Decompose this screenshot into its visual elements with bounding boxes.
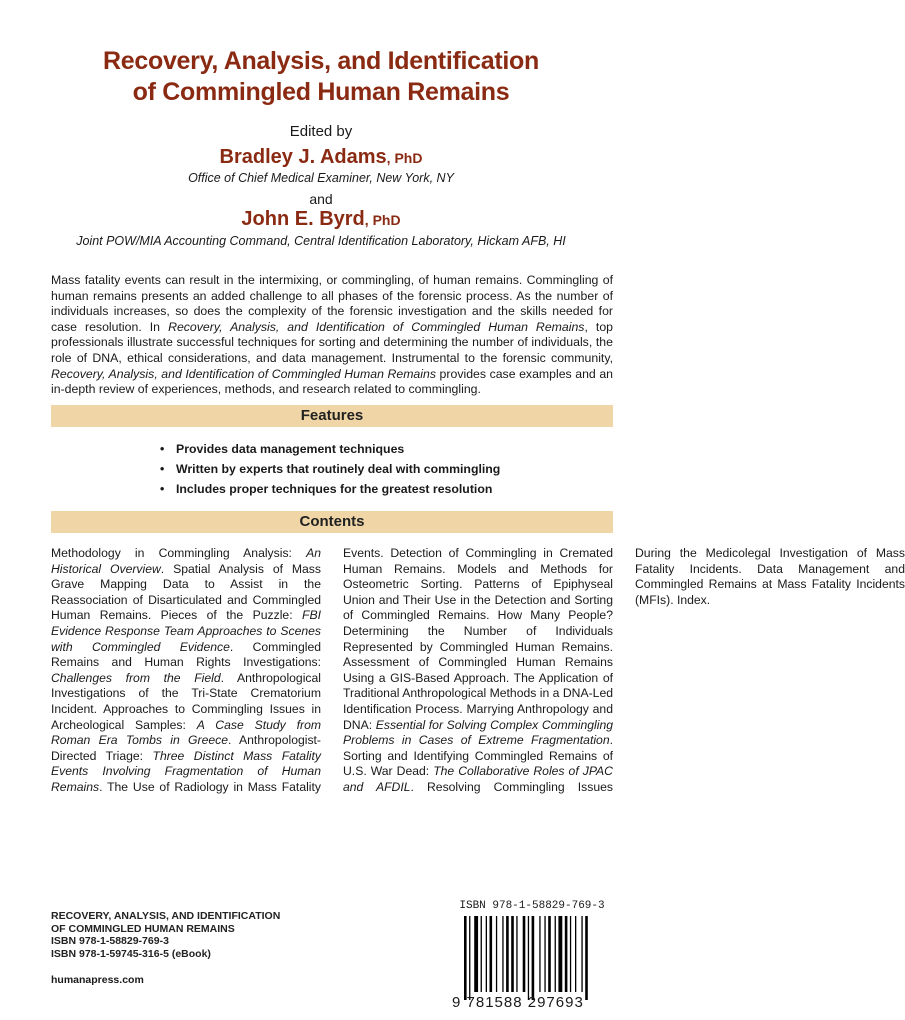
contents-heading: Contents [51, 511, 613, 533]
barcode-bar [486, 916, 487, 992]
barcode-isbn-label: ISBN 978-1-58829-769-3 [459, 900, 605, 912]
editor-2-degree: PhD [372, 212, 401, 228]
contents-segment: A Case Study from Roman Era Tombs in Greece [51, 717, 321, 748]
bullet-icon: • [160, 442, 165, 456]
contents-segment: . Commingled Remains and Human Rights Investigations: [51, 639, 321, 670]
barcode-bar [539, 916, 540, 992]
contents-segment: FBI Evidence Response Team Approaches to Scenes with Commingled Evidence [51, 608, 321, 654]
barcode-bar [528, 916, 529, 1000]
contents-segment: . Resolving Commingling Issues During the Medicolegal Investigation of Mass Fatality Incidents. Data Management and Commingled Remains at Mass Fatality Incidents (MFIs). Index. [410, 546, 905, 794]
barcode-bar [565, 916, 568, 992]
barcode-bar [511, 916, 514, 992]
barcode-bar [502, 916, 503, 992]
barcode-bar [506, 916, 509, 992]
contents-segment: . The Use of Radiology in Mass Fatality Events. Detection of Commingling in Cremated Human Remains. Models and Methods for Osteometric Sorting. Patterns of Epiphyseal Union and Their Use in the Detection and Sorting of Commingled Remains. How Many People? Determining the Number of Individuals Represented by Commingled Human Remains. Assessment of Commingled Human Remains Using a GIS-Based Approach. The Application of Traditional Anthropological Methods in a DNA-Led Identification Process. Marrying Anthropology and DNA: [99, 546, 613, 794]
feature-item: • Provides data management techniques [160, 439, 500, 459]
abstract-text-2: , top professionals illustrate successful techniques for sorting and determining the number of individuals, the role of DNA, ethical considerations, and data management. Instrumental to the forensic community, [51, 319, 614, 365]
contents-segment: . Anthropologist-Directed Triage: [51, 733, 321, 763]
imprint-isbn-ebook: ISBN 978-1-59745-316-5 (eBook) [51, 947, 211, 960]
book-title [0, 46, 642, 108]
feature-item: • Includes proper techniques for the greatest resolution [160, 479, 500, 499]
barcode-digits: 9 781588 297693 [452, 994, 584, 1011]
editor-2-affiliation: Joint POW/MIA Accounting Command, Central Identification Laboratory, Hickam AFB, HI [76, 234, 566, 248]
publisher-url: humanapress.com [51, 974, 144, 986]
abstract [51, 273, 613, 398]
contents-segment: The Collaborative Roles of JPAC and AFDIL [343, 764, 613, 794]
abstract-text-3: provides case examples and an in-depth review of experiences, methods, and research related to commingling. [51, 366, 613, 397]
barcode-bar [481, 916, 482, 992]
barcode-bar [575, 916, 576, 992]
contents-segment: . Spatial Analysis of Mass Grave Mapping Data to Assist in the Reassociation of Disarticulated and Commingled Human Remains. Pieces of the Puzzle: [51, 561, 321, 623]
contents-segment: . Sorting and Identifying Commingled Remains of U.S. War Dead: [343, 733, 613, 779]
barcode-bar [474, 916, 478, 992]
imprint-title-2: OF COMMINGLED HUMAN REMAINS [51, 922, 235, 935]
barcode-bar [555, 916, 556, 992]
imprint-title-1: RECOVERY, ANALYSIS, AND IDENTIFICATION [51, 910, 281, 922]
editor-2: John E. Byrd, PhD [241, 208, 401, 230]
barcode-bar [558, 916, 562, 992]
barcode-bar [548, 916, 551, 992]
editor-1-name: Bradley J. Adams [219, 146, 387, 168]
bullet-icon: • [160, 462, 165, 476]
editor-1: Bradley J. Adams, PhD [219, 146, 423, 168]
bullet-icon: • [160, 482, 165, 496]
title-line-2: of Commingled Human Remains [132, 78, 510, 106]
contents-segment: Three Distinct Mass Fatality Events Involving Fragmentation of Human Remains [51, 748, 321, 794]
barcode-bar [523, 916, 526, 992]
title-line-1: Recovery, Analysis, and Identification [103, 47, 539, 75]
barcode-bar [544, 916, 545, 992]
features-heading: Features [51, 405, 613, 427]
barcode-bar [469, 916, 470, 1000]
barcode-bar [581, 916, 582, 992]
barcode-bar [464, 916, 467, 1000]
imprint-isbn-print: ISBN 978-1-58829-769-3 [51, 935, 169, 948]
features-list [160, 439, 500, 499]
and-label: and [309, 191, 333, 207]
abstract-title-1: Recovery, Analysis, and Identification of Commingled Human Remains [168, 319, 585, 334]
abstract-text-1: Mass fatality events can result in the intermixing, or commingling, of human remains. Commingling of human remains presents an added challenge to all phases of the forensic process. As the number of individuals increases, so does the complexity of the forensic investigation and the skills needed for case resolution. In [51, 273, 613, 334]
barcode-bar [516, 916, 517, 992]
barcode-bar [496, 916, 497, 992]
abstract-title-2: Recovery, Analysis, and Identification of Commingled Human Remains [51, 366, 436, 381]
contents-text [51, 546, 905, 796]
barcode-bar [532, 916, 535, 1000]
barcode-bar [490, 916, 493, 992]
barcode-bar [570, 916, 571, 992]
editor-1-affiliation: Office of Chief Medical Examiner, New York, NY [188, 171, 454, 185]
edited-by-label: Edited by [289, 123, 353, 140]
contents-segment: . Anthropological Investigations of the Tri-State Crematorium Incident. Approaches to Commingling Issues in Archeological Samples: [51, 670, 321, 732]
feature-item: • Written by experts that routinely deal with commingling [160, 459, 500, 479]
contents-segment: Methodology in Commingling Analysis: [51, 546, 307, 560]
contents-segment: Essential for Solving Complex Commingling Problems in Cases of Extreme Fragmentation [343, 717, 613, 748]
editor-2-name: John E. Byrd [241, 208, 365, 230]
imprint [51, 910, 280, 960]
contents-segment: An Historical Overview [51, 546, 321, 576]
barcode-bar [585, 916, 588, 1000]
contents-segment: Challenges from the Field [51, 670, 221, 685]
editor-1-degree: PhD [394, 150, 423, 166]
